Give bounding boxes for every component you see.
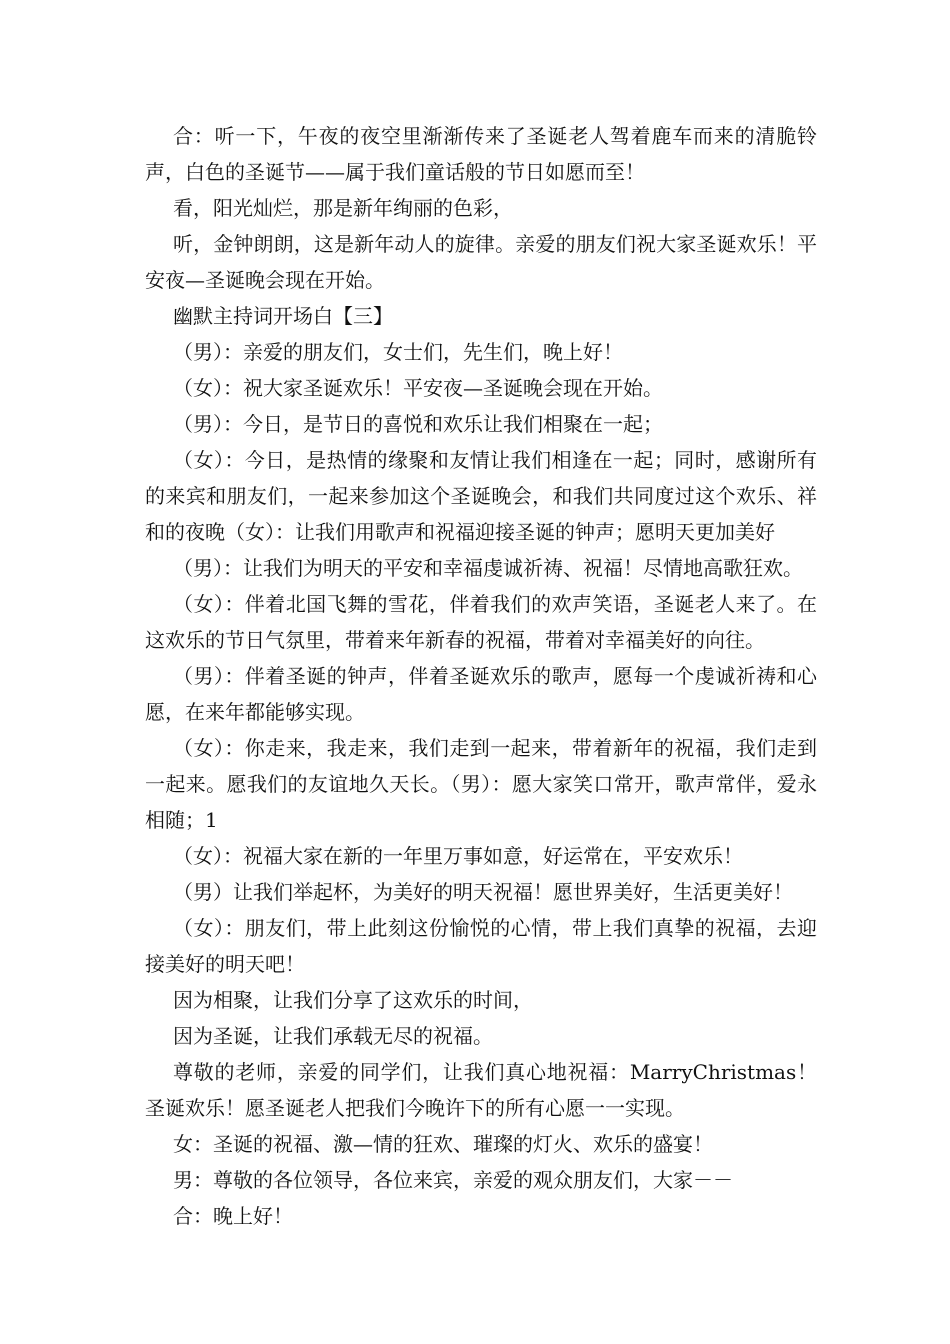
- paragraph-3: 听，金钟朗朗，这是新年动人的旋律。亲爱的朋友们祝大家圣诞欢乐！平安夜—圣诞晚会现在开始。: [145, 232, 817, 292]
- paragraph-15: （女）：朋友们，带上此刻这份愉悦的心情，带上我们真挚的祝福，去迎接美好的明天吧！: [145, 916, 817, 976]
- paragraph-12: （女）：你走来，我走来，我们走到一起来，带着新年的祝福，我们走到一起来。愿我们的友谊地久天长。（男）：愿大家笑口常开，歌声常伴，爱永相随；1: [145, 736, 817, 832]
- paragraph-7: （男）：今日，是节日的喜悦和欢乐让我们相聚在一起；: [173, 412, 663, 436]
- paragraph-21: 合：晚上好！: [173, 1204, 293, 1228]
- paragraph-16: 因为相聚，让我们分享了这欢乐的时间，: [173, 988, 533, 1012]
- paragraph-18: 尊敬的老师，亲爱的同学们，让我们真心地祝福：MarryChristmas！圣诞欢乐！愿圣诞老人把我们今晚许下的所有心愿一一实现。: [145, 1060, 817, 1120]
- paragraph-19: 女：圣诞的祝福、激—情的狂欢、璀璨的灯火、欢乐的盛宴！: [173, 1132, 713, 1156]
- paragraph-10: （女）：伴着北国飞舞的雪花，伴着我们的欢声笑语，圣诞老人来了。在这欢乐的节日气氛里，带着来年新春的祝福，带着对幸福美好的向往。: [145, 592, 817, 652]
- paragraph-17: 因为圣诞，让我们承载无尽的祝福。: [173, 1024, 493, 1048]
- paragraph-1: 合：听一下，午夜的夜空里渐渐传来了圣诞老人驾着鹿车而来的清脆铃声，白色的圣诞节——属于我们童话般的节日如愿而至！: [145, 124, 817, 184]
- paragraph-20: 男：尊敬的各位领导，各位来宾，亲爱的观众朋友们，大家－－: [173, 1168, 733, 1192]
- paragraph-9: （男）：让我们为明天的平安和幸福虔诚祈祷、祝福！尽情地高歌狂欢。: [173, 556, 803, 580]
- document-body: [145, 118, 817, 1234]
- section-heading: 幽默主持词开场白【三】: [173, 304, 393, 328]
- paragraph-11: （男）：伴着圣诞的钟声，伴着圣诞欢乐的歌声，愿每一个虔诚祈祷和心愿，在来年都能够实现。: [145, 664, 817, 724]
- paragraph-14: （男）让我们举起杯，为美好的明天祝福！愿世界美好，生活更美好！: [173, 880, 793, 904]
- paragraph-13: （女）：祝福大家在新的一年里万事如意，好运常在，平安欢乐！: [173, 844, 743, 868]
- paragraph-2: 看，阳光灿烂，那是新年绚丽的色彩，: [173, 196, 513, 220]
- paragraph-6: （女）：祝大家圣诞欢乐！平安夜—圣诞晚会现在开始。: [173, 376, 663, 400]
- paragraph-5: （男）：亲爱的朋友们，女士们，先生们，晚上好！: [173, 340, 623, 364]
- paragraph-8: （女）：今日，是热情的缘聚和友情让我们相逢在一起；同时，感谢所有的来宾和朋友们，一起来参加这个圣诞晚会，和我们共同度过这个欢乐、祥和的夜晚（女）：让我们用歌声和祝福迎接圣诞的钟声；愿明天更加美好: [145, 448, 817, 544]
